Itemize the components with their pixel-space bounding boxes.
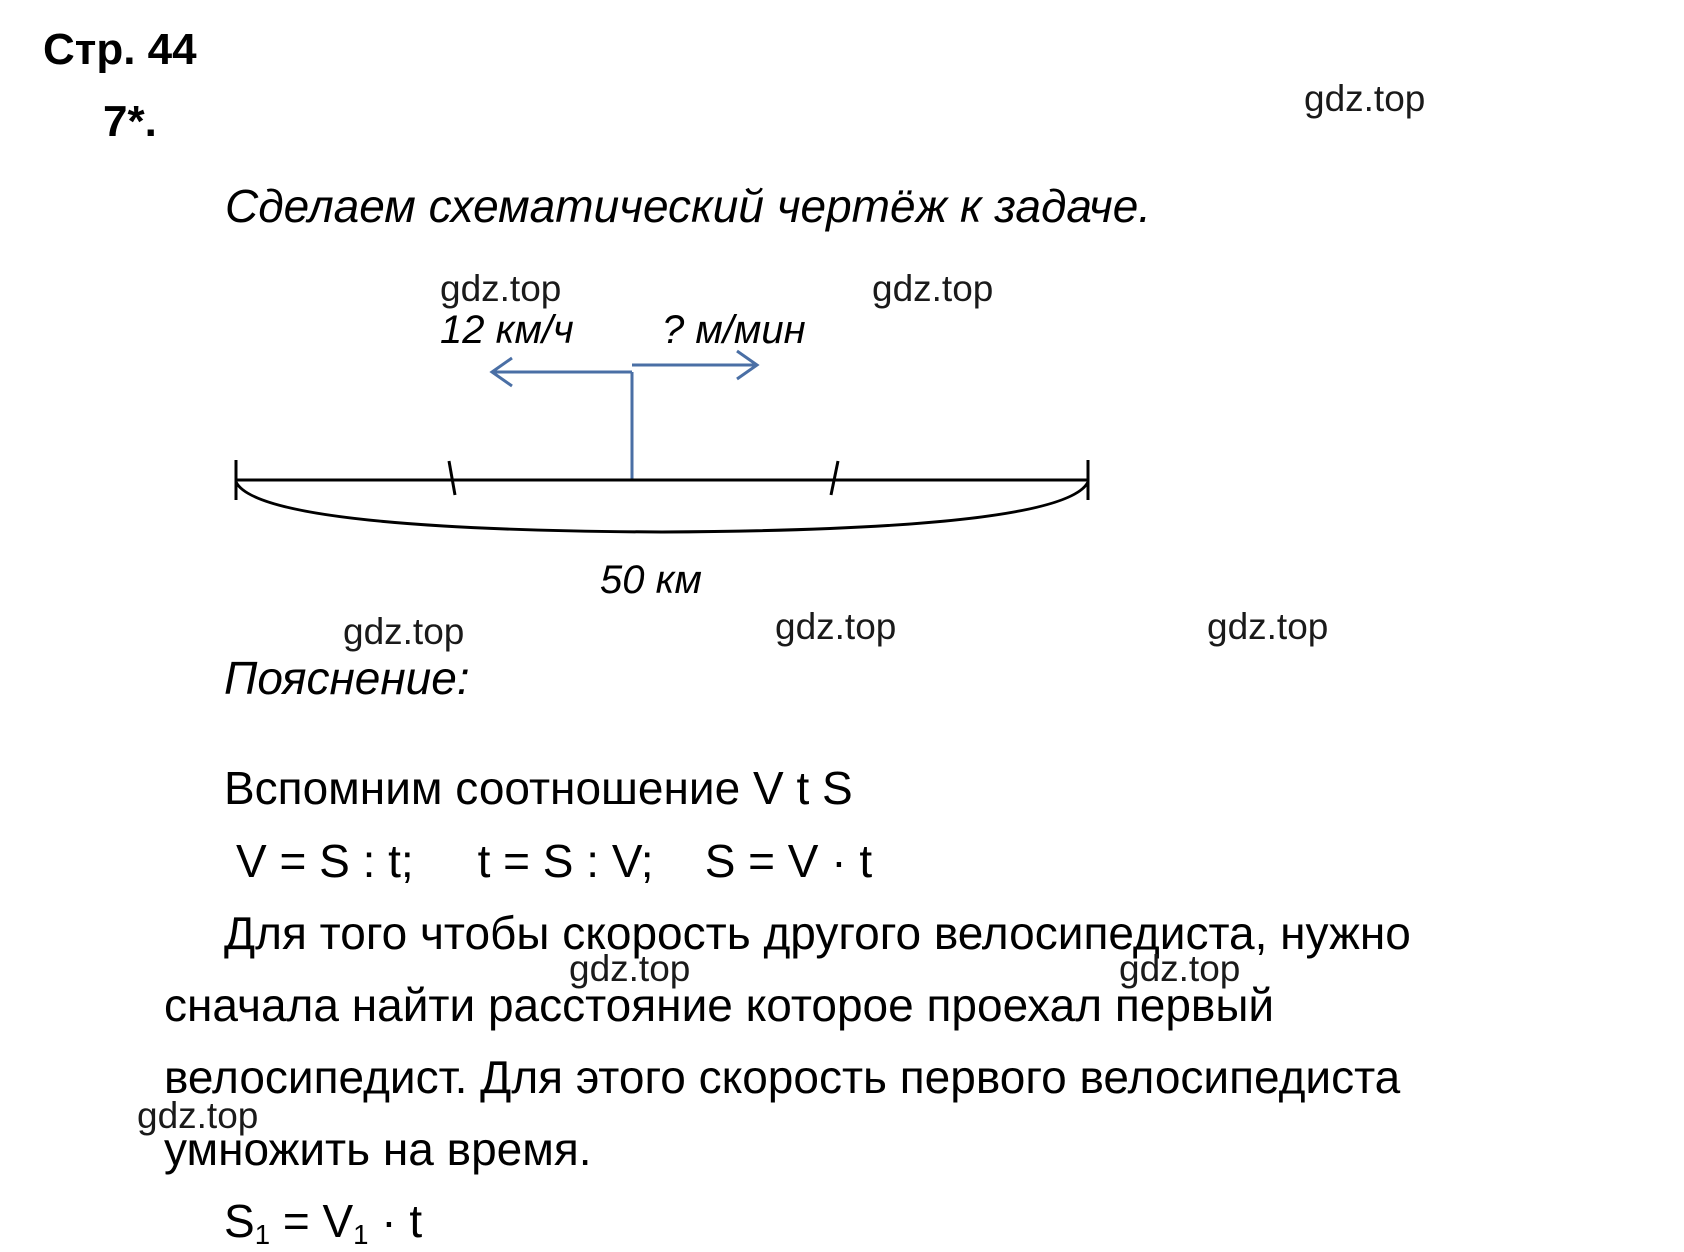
left-mark [449, 461, 455, 495]
page-number: Стр. 44 [43, 25, 197, 74]
formulas-line: V = S : t; t = S : V; S = V · t [236, 835, 873, 887]
paragraph-line-4: умножить на время. [164, 1123, 592, 1175]
formula-equals-v: = V [270, 1195, 354, 1247]
task-number: 7*. [103, 97, 157, 146]
watermark: gdz.top [1304, 78, 1426, 119]
total-distance-label: 50 км [600, 558, 702, 602]
watermark: gdz.top [872, 268, 994, 309]
final-formula [224, 1195, 423, 1250]
watermark: gdz.top [1119, 948, 1241, 989]
paragraph-line-1: Для того чтобы скорость другого велосипедиста, нужно [224, 907, 1411, 959]
intro-text: Сделаем схематический чертёж к задаче. [225, 180, 1152, 232]
arrows [492, 351, 757, 480]
recall-line: Вспомним соотношение V t S [224, 762, 853, 814]
paragraph-line-2: сначала найти расстояние которое проехал первый [164, 979, 1275, 1031]
paragraph-line-3: велосипедист. Для этого скорость первого велосипедиста [164, 1051, 1401, 1103]
watermark: gdz.top [343, 611, 465, 652]
formula-s: S [224, 1195, 255, 1247]
watermark: gdz.top [569, 948, 691, 989]
distance-brace [236, 482, 1088, 532]
segment [236, 460, 1088, 532]
left-speed-label: 12 км/ч [440, 308, 574, 352]
formula-rest: · t [368, 1195, 423, 1247]
watermark: gdz.top [137, 1095, 259, 1136]
right-mark [831, 461, 838, 495]
watermark: gdz.top [440, 268, 562, 309]
formula-v-subscript: 1 [353, 1218, 369, 1250]
right-speed-label: ? м/мин [662, 308, 806, 352]
explanation-title: Пояснение: [224, 652, 470, 704]
watermark: gdz.top [775, 606, 897, 647]
formula-s-subscript: 1 [254, 1218, 271, 1250]
watermark: gdz.top [1207, 606, 1329, 647]
